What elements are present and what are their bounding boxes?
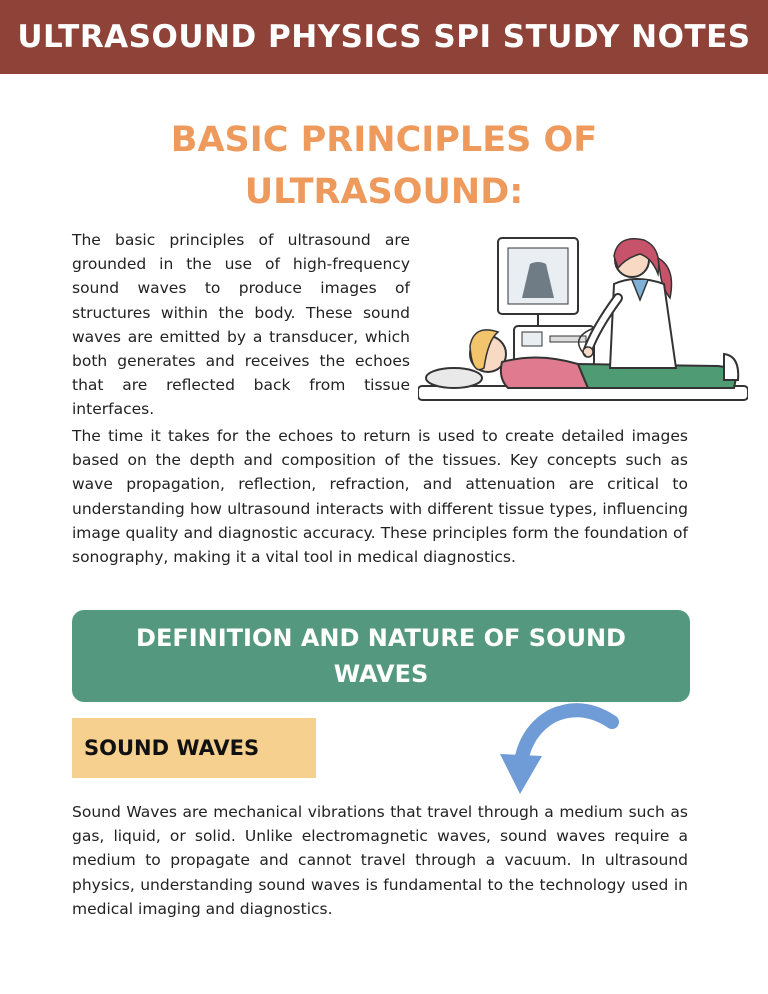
header-title: ULTRASOUND PHYSICS SPI STUDY NOTES [17,19,751,55]
intro-paragraph: The basic principles of ultrasound are grounded in the use of high-frequency sound waves to produce images of structures within the body. These sound waves are emitted by a transducer, which both generates and receives the echoes that are reflected back from tissue interfaces. [72,231,410,419]
banner-title: DEFINITION AND NATURE OF SOUND WAVES [136,624,626,688]
page-header [0,0,768,74]
section-banner [72,610,690,702]
curved-arrow-down-icon [490,702,620,798]
ultrasound-exam-illustration [418,228,748,418]
subheading-text: SOUND WAVES [84,736,260,760]
body-paragraph: The time it takes for the echoes to return is used to create detailed images based on the depth and composition of the tissues. Key concepts such as wave propagation, reflection, refraction, and attenuation are critical to understanding how ultrasound interacts with different tissue types, influencing image quality and diagnostic accuracy. These principles form the foundation of sonography, making it a vital tool in medical diagnostics. [72,427,688,567]
sound-waves-paragraph: Sound Waves are mechanical vibrations that travel through a medium such as gas, liquid, or solid. Unlike electromagnetic waves, sound waves require a medium to propagate and cannot travel through a vacuum. In ultrasound physics, understanding sound waves is fundamental to the technology used in medical imaging and diagnostics. [72,803,688,918]
subheading-label [72,718,316,778]
section-title: BASIC PRINCIPLES OF ULTRASOUND: [170,120,598,212]
